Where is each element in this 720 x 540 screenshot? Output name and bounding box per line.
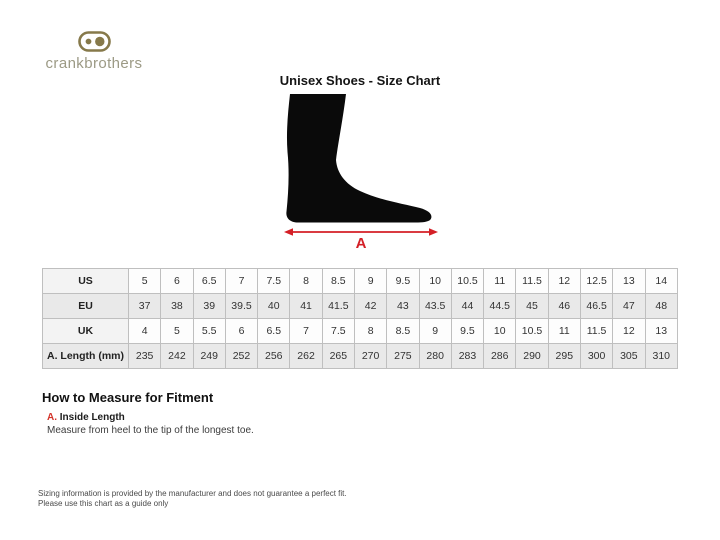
size-cell: 8.5 (322, 269, 354, 294)
measure-item-letter: A. (47, 412, 57, 423)
size-cell: 4 (129, 319, 161, 344)
size-cell: 7 (290, 319, 322, 344)
size-cell: 295 (548, 344, 580, 369)
measure-item-title (47, 412, 125, 423)
size-cell: 46.5 (580, 294, 612, 319)
size-cell: 235 (129, 344, 161, 369)
measure-item-name: Inside Length (57, 412, 125, 423)
size-cell: 7.5 (258, 269, 290, 294)
measurement-arrow-label: A (355, 235, 367, 252)
measure-item-description: Measure from heel to the tip of the longest toe. (47, 425, 254, 436)
size-cell: 9.5 (451, 319, 483, 344)
size-cell: 280 (419, 344, 451, 369)
size-cell: 249 (193, 344, 225, 369)
size-cell: 8 (290, 269, 322, 294)
size-cell: 300 (580, 344, 612, 369)
size-cell: 43 (387, 294, 419, 319)
size-cell: 13 (645, 319, 678, 344)
size-cell: 47 (613, 294, 645, 319)
size-cell: 37 (129, 294, 161, 319)
size-cell: 10 (419, 269, 451, 294)
measure-heading: How to Measure for Fitment (42, 390, 214, 405)
table-row (43, 319, 678, 344)
size-table (42, 268, 678, 369)
size-cell: 5 (129, 269, 161, 294)
size-cell: 9 (354, 269, 386, 294)
page-title: Unisex Shoes - Size Chart (279, 73, 441, 88)
size-cell: 39 (193, 294, 225, 319)
size-cell: 11 (548, 319, 580, 344)
size-cell: 13 (613, 269, 645, 294)
size-cell: 252 (225, 344, 257, 369)
size-cell: 41.5 (322, 294, 354, 319)
size-cell: 6 (225, 319, 257, 344)
brand-name: crankbrothers (45, 55, 143, 72)
size-cell: 10.5 (451, 269, 483, 294)
size-cell: 11.5 (580, 319, 612, 344)
size-cell: 40 (258, 294, 290, 319)
size-cell: 8 (354, 319, 386, 344)
size-cell: 42 (354, 294, 386, 319)
size-cell: 242 (161, 344, 193, 369)
size-cell: 48 (645, 294, 678, 319)
size-cell: 5 (161, 319, 193, 344)
size-cell: 46 (548, 294, 580, 319)
row-label: A. Length (mm) (43, 344, 129, 369)
foot-silhouette-image (283, 93, 437, 223)
size-cell: 38 (161, 294, 193, 319)
table-row (43, 344, 678, 369)
size-cell: 44 (451, 294, 483, 319)
footer-disclaimer-line2: Please use this chart as a guide only (38, 499, 169, 508)
size-cell: 12 (613, 319, 645, 344)
size-cell: 286 (484, 344, 516, 369)
size-cell: 39.5 (225, 294, 257, 319)
size-cell: 9 (419, 319, 451, 344)
row-label: UK (43, 319, 129, 344)
size-cell: 6 (161, 269, 193, 294)
size-cell: 290 (516, 344, 548, 369)
size-cell: 283 (451, 344, 483, 369)
row-label: US (43, 269, 129, 294)
size-cell: 7 (225, 269, 257, 294)
size-cell: 9.5 (387, 269, 419, 294)
size-cell: 43.5 (419, 294, 451, 319)
size-cell: 10 (484, 319, 516, 344)
size-cell: 262 (290, 344, 322, 369)
size-cell: 275 (387, 344, 419, 369)
size-cell: 265 (322, 344, 354, 369)
size-cell: 6.5 (258, 319, 290, 344)
size-cell: 45 (516, 294, 548, 319)
size-cell: 11.5 (516, 269, 548, 294)
footer-disclaimer (38, 489, 347, 509)
size-cell: 270 (354, 344, 386, 369)
size-cell: 6.5 (193, 269, 225, 294)
size-cell: 10.5 (516, 319, 548, 344)
size-cell: 44.5 (484, 294, 516, 319)
table-row (43, 269, 678, 294)
row-label: EU (43, 294, 129, 319)
size-cell: 12.5 (580, 269, 612, 294)
size-cell: 256 (258, 344, 290, 369)
brand-logo (39, 31, 149, 72)
size-cell: 5.5 (193, 319, 225, 344)
size-cell: 310 (645, 344, 678, 369)
size-cell: 41 (290, 294, 322, 319)
crank-spindle-icon (78, 31, 111, 52)
footer-disclaimer-line1: Sizing information is provided by the manufacturer and does not guarantee a perfect fit. (38, 489, 347, 498)
size-cell: 14 (645, 269, 678, 294)
table-row (43, 294, 678, 319)
size-cell: 12 (548, 269, 580, 294)
size-cell: 11 (484, 269, 516, 294)
size-cell: 7.5 (322, 319, 354, 344)
size-cell: 305 (613, 344, 645, 369)
size-cell: 8.5 (387, 319, 419, 344)
